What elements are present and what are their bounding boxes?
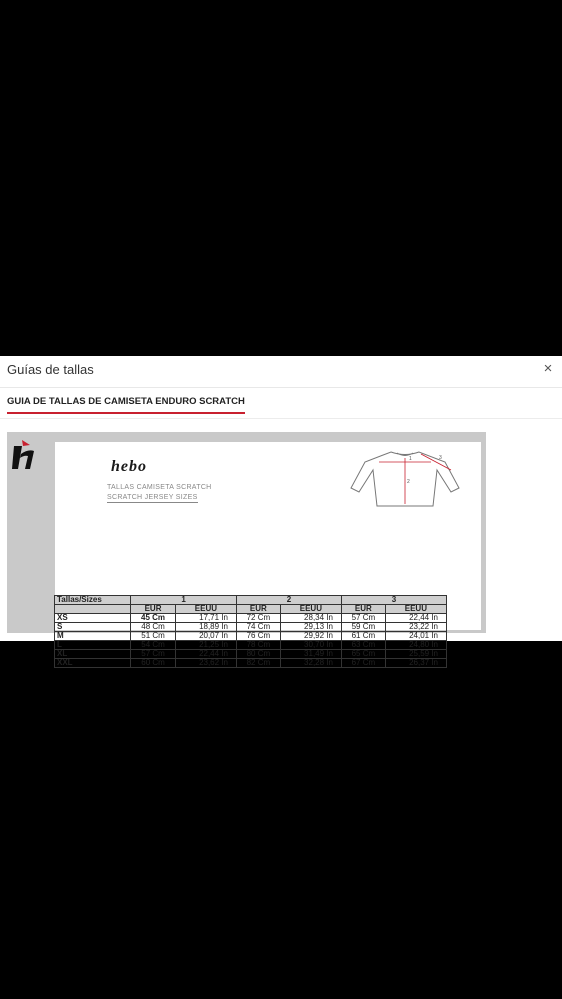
table-cell: 54 Cm xyxy=(131,641,175,650)
table-cell: 32,28 In xyxy=(280,659,341,668)
table-cell: 23,62 In xyxy=(175,659,236,668)
table-cell: 29,13 In xyxy=(280,623,341,632)
table-cell: 30,70 In xyxy=(280,641,341,650)
table-cell: 76 Cm xyxy=(236,632,280,641)
table-cell: 22,44 In xyxy=(175,650,236,659)
modal-header xyxy=(0,356,562,388)
size-label: L xyxy=(55,641,131,650)
group-header-3: 3 xyxy=(341,596,446,605)
table-cell: 61 Cm xyxy=(341,632,385,641)
table-cell: 23,22 In xyxy=(385,623,446,632)
modal-title: Guías de tallas xyxy=(7,362,94,377)
subheader-eur: EUR xyxy=(341,605,385,614)
subheader-eeuu: EEUU xyxy=(280,605,341,614)
size-guide-modal xyxy=(0,356,562,667)
size-label: XL xyxy=(55,650,131,659)
table-cell: 31,49 In xyxy=(280,650,341,659)
chart-subtitle-es: TALLAS CAMISETA SCRATCH xyxy=(107,484,212,491)
table-cell: 72 Cm xyxy=(236,614,280,623)
table-cell: 24,80 In xyxy=(385,641,446,650)
tab-enduro-scratch[interactable]: GUIA DE TALLAS DE CAMISETA ENDURO SCRATCH xyxy=(7,396,245,414)
table-cell: 48 Cm xyxy=(131,623,175,632)
table-cell: 28,34 In xyxy=(280,614,341,623)
table-cell: 74 Cm xyxy=(236,623,280,632)
table-cell: 67 Cm xyxy=(341,659,385,668)
tab-bar xyxy=(0,388,562,419)
subheader-eur: EUR xyxy=(236,605,280,614)
table-cell: 20,07 In xyxy=(175,632,236,641)
table-cell: 29,92 In xyxy=(280,632,341,641)
size-label: M xyxy=(55,632,131,641)
chart-subtitle-en: SCRATCH JERSEY SIZES xyxy=(107,494,198,501)
table-cell: 22,44 In xyxy=(385,614,446,623)
brand-wordmark: hebo xyxy=(111,458,147,475)
size-table xyxy=(54,595,447,668)
measure-mark-2: 2 xyxy=(407,479,410,485)
close-button[interactable]: × xyxy=(543,360,553,377)
table-cell: 60 Cm xyxy=(131,659,175,668)
table-row xyxy=(55,659,447,668)
table-cell: 45 Cm xyxy=(131,614,175,623)
table-cell: 21,25 In xyxy=(175,641,236,650)
table-cell: 24,01 In xyxy=(385,632,446,641)
table-cell: 59 Cm xyxy=(341,623,385,632)
measure-mark-1: 1 xyxy=(409,456,412,462)
table-cell: 80 Cm xyxy=(236,650,280,659)
group-header-2: 2 xyxy=(236,596,341,605)
table-cell: 18,89 In xyxy=(175,623,236,632)
size-chart-image xyxy=(7,432,486,667)
hebo-logo-icon xyxy=(12,440,46,470)
table-cell: 78 Cm xyxy=(236,641,280,650)
measure-mark-3: 3 xyxy=(439,455,442,461)
group-header-1: 1 xyxy=(131,596,237,605)
jersey-measure-diagram xyxy=(345,448,465,510)
corner-header: Tallas/Sizes xyxy=(55,596,131,605)
table-cell: 17,71 In xyxy=(175,614,236,623)
size-label: XXL xyxy=(55,659,131,668)
size-label: XS xyxy=(55,614,131,623)
table-cell: 82 Cm xyxy=(236,659,280,668)
table-cell: 51 Cm xyxy=(131,632,175,641)
table-cell: 57 Cm xyxy=(341,614,385,623)
size-label: S xyxy=(55,623,131,632)
subheader-eeuu: EEUU xyxy=(385,605,446,614)
table-cell: 63 Cm xyxy=(341,641,385,650)
table-cell: 25,59 In xyxy=(385,650,446,659)
table-cell: 26,37 In xyxy=(385,659,446,668)
table-cell: 65 Cm xyxy=(341,650,385,659)
table-cell: 57 Cm xyxy=(131,650,175,659)
subheader-eur: EUR xyxy=(131,605,175,614)
subheader-eeuu: EEUU xyxy=(175,605,236,614)
